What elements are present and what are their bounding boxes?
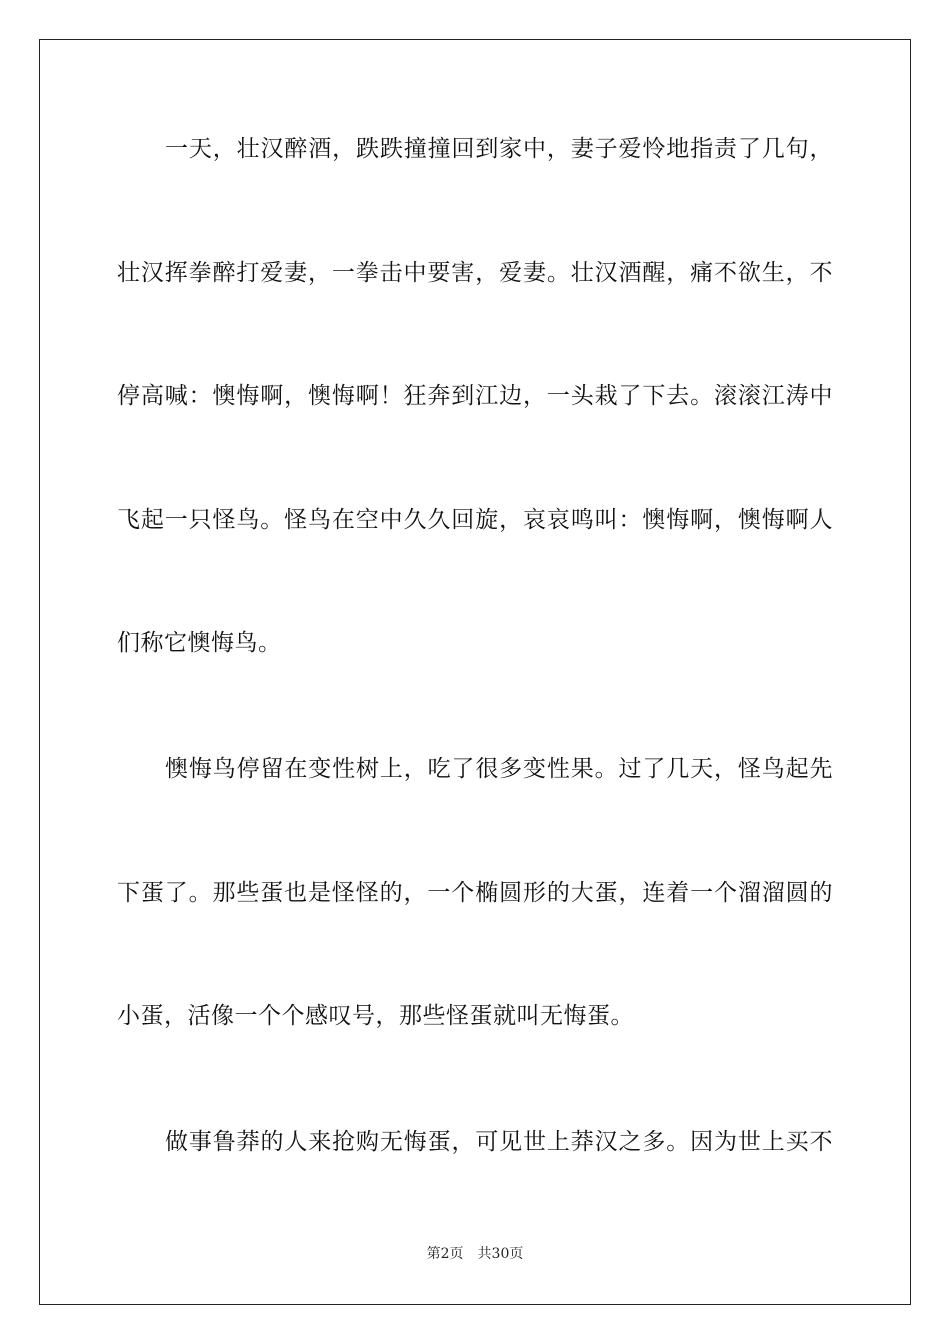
paragraph-1-line-4: 飞起一只怪鸟。怪鸟在空中久久回旋，哀哀鸣叫：懊悔啊，懊悔啊人 (117, 507, 833, 533)
page-border (39, 39, 911, 1305)
paragraph-2-line-1: 懊悔鸟停留在变性树上，吃了很多变性果。过了几天，怪鸟起先 (165, 756, 833, 782)
paragraph-3-line-1: 做事鲁莽的人来抢购无悔蛋，可见世上莽汉之多。因为世上买不 (165, 1129, 833, 1155)
page-footer (0, 1245, 950, 1263)
page-total: 共30页 (477, 1246, 524, 1262)
paragraph-2-line-3: 小蛋，活像一个个感叹号，那些怪蛋就叫无悔蛋。 (117, 1003, 634, 1029)
page-number: 第2页 (426, 1246, 464, 1262)
paragraph-1-line-3: 停高喊：懊悔啊，懊悔啊！狂奔到江边，一头栽了下去。滚滚江涛中 (117, 383, 833, 409)
paragraph-1-line-1: 一天，壮汉醉酒，跌跌撞撞回到家中，妻子爱怜地指责了几句， (165, 136, 833, 162)
paragraph-1-line-2: 壮汉挥拳醉打爱妻，一拳击中要害，爱妻。壮汉酒醒，痛不欲生，不 (117, 260, 833, 286)
paragraph-1-line-5: 们称它懊悔鸟。 (117, 630, 282, 656)
paragraph-2-line-2: 下蛋了。那些蛋也是怪怪的，一个椭圆形的大蛋，连着一个溜溜圆的 (117, 880, 833, 906)
